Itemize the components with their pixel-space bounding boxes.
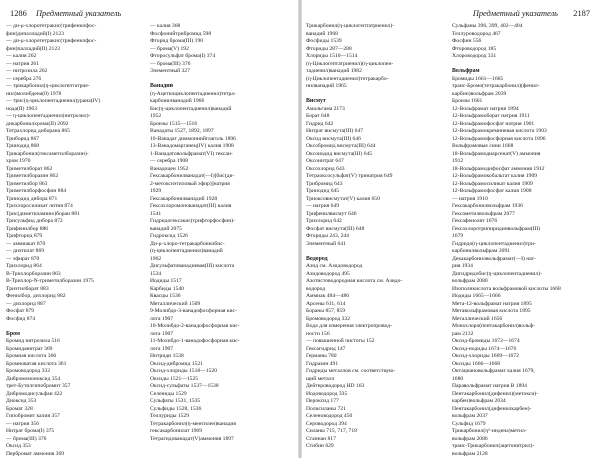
index-entry: Трииодид 868 — [6, 143, 40, 149]
right-index-column-2 — [452, 23, 598, 458]
index-entry: 1534 — [150, 270, 162, 277]
index-entry: Металлический 1509 — [150, 300, 201, 307]
index-entry: Гексахлоромонованадат(III) калия — [150, 203, 232, 209]
index-entry: водород — [306, 285, 326, 292]
index-entry: Бромат 328 — [6, 405, 33, 412]
index-entry: Гидрид 642 — [306, 120, 334, 127]
index-entry: Фториды 287—288 — [306, 45, 352, 52]
index-entry: Силаны 715, 717, 718 — [306, 428, 357, 434]
index-entry: лота 1907 — [150, 330, 174, 337]
index-entry: Селениды 1529 — [150, 390, 187, 397]
index-entry: — трикарбонил(η-циклогептатрие- — [6, 83, 90, 89]
index-entry: — нитрозила 262 — [6, 68, 48, 74]
index-entry: Дисульфатованадиевая(III) кислота — [150, 263, 235, 269]
index-entry: рам 2132 — [452, 330, 474, 337]
index-entry: В-Трихлор-N-триметилборазин 1975 — [6, 278, 94, 284]
index-section-heading: Висмут — [306, 98, 326, 104]
index-entry: Бромиданитрат 369 — [6, 345, 53, 352]
index-entry: Трибромид 643 — [306, 180, 343, 187]
index-entry: Диоксид 353 — [6, 398, 37, 404]
index-entry: Дибромомоноксид 354 — [6, 375, 61, 382]
left-index-column-2 — [150, 23, 290, 443]
index-entry: фин)палладий(II) 2123 — [6, 45, 60, 52]
index-entry: Пентакарбонил(дифенилкарбен)- — [452, 405, 532, 412]
index-section-heading: Вольфрам — [452, 68, 480, 74]
index-entry: — брома(III) 376 — [150, 60, 191, 67]
index-entry: Оксобромид висмута(III) 644 — [306, 143, 376, 149]
index-entry: (η-циклопентадиенил)ванадий — [150, 248, 223, 254]
index-entry: Фториды 243, 244 — [306, 233, 349, 239]
index-entry: Гидридо(η-циклопентадиенил)три- — [452, 240, 536, 247]
index-entry: — ди-μ-хлоротетракис(трифенилфос- — [6, 23, 97, 29]
index-entry: Трифенилвисмут 646 — [306, 210, 357, 217]
index-section-heading: Ванадий — [150, 83, 173, 89]
index-entry: Бромная кислота 366 — [6, 353, 57, 359]
index-entry: — повышенной чистоты 152 — [306, 338, 375, 344]
index-entry: Борат 648 — [306, 113, 330, 119]
index-entry: 12-Вольфрамокобальтат калия 1909 — [452, 173, 538, 179]
index-entry: — диэтилат 869 — [6, 248, 45, 254]
index-entry: нил)молибдена(0) 1978 — [6, 90, 62, 97]
book-gutter — [298, 0, 302, 458]
index-entry: гексакарбонилат 1969 — [150, 428, 203, 434]
index-entry: Гексагидрид 147 — [306, 345, 346, 352]
index-entry: Гидридогексакис(трифторфосфин)- — [150, 218, 236, 224]
index-entry: Оксид 353 — [6, 443, 31, 449]
index-entry: Гексахлоротрипиридинвольфрам(III) — [452, 225, 541, 232]
index-entry: Иодоводород 335 — [306, 390, 348, 397]
index-entry: карбин)вольфрам 2039 — [452, 90, 507, 97]
index-entry: Трисульфид дибора 872 — [6, 218, 63, 224]
right-page-number: 2187 — [573, 9, 590, 18]
index-entry: Бис(η-циклопентадиенил)ванадий — [150, 105, 232, 112]
index-entry: — натрия 649 — [306, 203, 339, 209]
index-entry: Азотистоводородная кислота см. Азидо- — [306, 278, 403, 284]
index-entry: нилванадий 1965 — [306, 83, 347, 89]
index-entry: Сульфиды 1528, 1536 — [150, 405, 202, 412]
index-entry: Фосфин 556 — [452, 38, 482, 44]
index-entry: Нитрат брома(I) 375 — [6, 428, 55, 434]
index-spacer — [306, 248, 444, 256]
index-entry: лота 1907 — [150, 345, 174, 352]
index-entry: 1912 — [452, 158, 464, 164]
index-entry: Аммиак 484—486 — [306, 293, 350, 299]
index-entry: Триоксовисмутат(V) калия 650 — [306, 195, 380, 202]
index-entry: — аммиакат 870 — [6, 240, 46, 247]
index-entry: Тетрахлорид диборана 865 — [6, 128, 70, 134]
index-entry: Бромид нитрозила 516 — [6, 338, 60, 344]
index-entry: Вода для измерения электропровод- — [306, 323, 392, 329]
index-entry: 12-Вольфрамат натрия 1894 — [452, 105, 519, 112]
index-entry: Амальгама 2173 — [306, 105, 345, 112]
index-entry: Паравольфрамат натрия В 1894 — [452, 383, 527, 389]
index-entry: — калия 368 — [150, 23, 181, 29]
index-entry: 1680 — [452, 375, 464, 382]
left-page-number: 1286 — [10, 9, 27, 18]
index-entry: 12-Вольфрамокремниевая кислота 1903 — [452, 128, 547, 134]
index-entry: Фосфид 874 — [6, 315, 36, 322]
index-entry: Октациановольфрамат калия 1679, — [452, 368, 535, 374]
index-entry: Гексакарбонилванадат(—I)[бис(ди- — [150, 173, 235, 179]
index-entry: хром 1970 — [6, 158, 31, 164]
index-entry: карбонилванадий 1966 — [150, 98, 205, 104]
left-page-header — [6, 8, 290, 20]
index-entry: В-Трихлорборазин 863 — [6, 270, 61, 277]
index-entry: Нитридн 1538 — [150, 353, 184, 359]
index-entry: вольфрам 2080 — [452, 278, 488, 284]
index-entry: Гексаметилвольфрам 2077 — [452, 210, 515, 217]
index-entry: — натрия 1910 — [452, 195, 488, 202]
index-entry: — калия 262 — [6, 53, 37, 59]
index-entry: Вольфрамовые сини 1668 — [452, 143, 514, 149]
index-entry: вольфрам 2128 — [452, 450, 488, 457]
index-entry: (η-Ацетилциклопентадиенил)тетра- — [150, 90, 236, 97]
index-entry: Квасцы 1536 — [150, 293, 181, 299]
index-entry: Ди-μ-хлоро-тетракарбонилбис- — [150, 240, 225, 247]
index-entry: Фосфат висмута(III) 648 — [306, 225, 365, 232]
index-entry: Оксид-хлориды 1669—1672 — [452, 353, 519, 359]
index-entry: 1541 — [150, 210, 162, 217]
index-entry: Фтороводород 185 — [452, 45, 497, 52]
index-entry: ванадий 1968 — [306, 30, 338, 37]
index-entry: 1929 — [150, 188, 162, 194]
index-entry: трет-Бутилгипобромит 357 — [6, 383, 71, 389]
left-page — [0, 0, 296, 458]
index-entry: 12-Вольфрамофосфорная кислота 1896 — [452, 135, 546, 142]
index-spacer — [452, 61, 598, 69]
index-entry: Триметилборат 862 — [6, 165, 53, 172]
index-entry: 11-Молибдо-1-ванадофосфорная кис- — [150, 338, 240, 344]
index-entry: 12-Вольфрамоборат натрия 1911 — [452, 113, 530, 119]
index-entry: Полисиланы 721 — [306, 405, 346, 412]
index-entry: Бронзы 1515—1516 — [150, 120, 198, 127]
index-entry: Тетракарбонил(η-ментилен)ванадия — [150, 420, 236, 427]
index-entry: 10-Молибдо-2-ванадофосфорная кис- — [150, 323, 240, 329]
index-entry: Гидриды металлов см. соответствую- — [306, 368, 396, 374]
index-entry: Ванадаты 1527, 1892, 1897 — [150, 128, 214, 134]
index-entry: Фенилбор, дихлорид 882 — [6, 293, 66, 299]
index-entry: — эфират 870 — [6, 255, 40, 262]
index-entry: Декакарбонилвольфрамат(—I) нат- — [452, 255, 536, 262]
index-entry: 12-Вольфрамофосфат калия 1908 — [452, 188, 532, 194]
index-entry: (η-Циклопентадиенил)тетракарбо- — [306, 75, 389, 82]
index-entry: Триборид 867 — [6, 135, 40, 142]
left-running-head: Предметный указатель — [36, 9, 122, 18]
index-entry: Фторосульфат брома(I) 374 — [150, 53, 216, 59]
index-entry: Карбиды 1540 — [150, 285, 184, 292]
index-entry: Оксид-бромиды 1672—1674 — [452, 338, 520, 344]
index-entry: Оксонитрат 647 — [306, 158, 344, 164]
index-entry: Элементный 327 — [150, 68, 190, 74]
index-entry: — трис(η-циклопентадиенил)урана(IV) — [6, 98, 101, 104]
index-entry: — дихлорид 887 — [6, 300, 46, 307]
index-entry: иода(II) 1963 — [6, 105, 37, 112]
index-entry: карбонилвольфрам 2091 — [452, 248, 511, 254]
index-entry: Бораны 857, 859 — [306, 308, 346, 314]
index-entry: ванадий 2075 — [150, 225, 182, 232]
index-spacer — [6, 323, 140, 331]
index-entry: Арсены 611, 614 — [306, 300, 346, 307]
index-entry: ности 156 — [306, 330, 330, 337]
left-index-column-1 — [6, 23, 140, 458]
right-page — [304, 0, 600, 458]
index-spacer — [150, 76, 290, 84]
index-entry: — серебра 276 — [6, 75, 42, 82]
index-entry: лота 1907 — [150, 315, 174, 322]
index-entry: Теллуриды 1529 — [150, 413, 190, 419]
index-entry: Стибин 629 — [306, 443, 334, 449]
index-entry: Трикарбонил(η⁶-индена)метил- — [452, 428, 527, 434]
index-section-heading: Водород — [306, 255, 328, 262]
index-entry: Бромоводород 332 — [6, 368, 50, 374]
index-entry: Нитрат висмута(III) 647 — [306, 128, 364, 134]
index-entry: Иодиды 1517 — [150, 278, 182, 284]
index-entry: Элементный 641 — [306, 240, 346, 247]
index-entry: (η-Циклогептатриенил)(η-циклопен- — [306, 60, 394, 67]
index-entry: Гипобромит калия 357 — [6, 413, 60, 419]
index-entry: Фторид брома(III) 190 — [150, 38, 204, 44]
index-entry: Гидразин 491 — [306, 360, 339, 367]
index-entry: — брома(V) 192 — [150, 45, 189, 52]
index-entry: фин)дипалладий(I) 2123 — [6, 30, 64, 37]
index-entry: 10-Ванадат диммоннийглаголь 1896 — [150, 135, 236, 142]
index-entry: Азид см. Азидоводород — [306, 263, 363, 269]
index-entry: Трифторид 879 — [6, 233, 43, 239]
index-entry: Селеноводород 450 — [306, 413, 353, 419]
index-entry: Трикарбонил(η-циклогептатриенил)- — [306, 23, 395, 29]
index-entry: Дигидридобис(η-циклопентадиенил)- — [452, 270, 542, 277]
index-entry: Трихлоросиликат лития 874 — [6, 203, 73, 209]
index-entry: Тетраоксосульфат(V) тринатрия 649 — [306, 173, 393, 179]
index-entry: Германы 780 — [306, 353, 337, 359]
index-entry: 9-Молибдо-3-ванадофосфорная кис- — [150, 308, 237, 314]
index-entry: транс-Бромо(тетракарбонил)(фенил- — [452, 83, 540, 89]
index-entry: — η-циклопентадиенил(нитрозил)- — [6, 113, 91, 119]
index-entry: Триметилборфосфин 884 — [6, 188, 67, 194]
index-entry: — натрия 261 — [6, 60, 39, 67]
index-entry: Оксид-иодиды 1674—1676 — [452, 345, 517, 352]
index-entry: Оксиды 1521—1525 — [150, 375, 199, 382]
index-entry: Изополикислота вольфрамовой кислоты 1668 — [452, 285, 561, 292]
right-running-head: Предметный указатель — [472, 9, 558, 18]
index-entry: Бромноватая кислота 361 — [6, 360, 67, 367]
index-entry: Оксоиодид висмута(III) 645 — [306, 150, 373, 157]
index-entry: транс-Трикарбонил(ацетонитрил)- — [452, 443, 535, 449]
index-entry: 2-метоксиэтиловый эфир)]натрия — [150, 180, 230, 187]
index-entry: Гексакарбонилвольфрам 1936 — [452, 203, 523, 209]
index-entry: 13-Ванадомарганец(IV) калия 1908 — [150, 143, 234, 149]
index-entry: Теллуроводород 467 — [452, 30, 501, 37]
index-entry: Хлороводород 331 — [452, 53, 497, 59]
index-entry: дикарбонилхрома(II) 2092 — [6, 120, 69, 127]
index-entry: Трифенилбор 886 — [6, 225, 49, 232]
index-section-heading: Бром — [6, 330, 21, 337]
right-page-header — [310, 8, 594, 20]
index-entry: Фосфиды 1539 — [306, 38, 342, 44]
index-entry: — брома(III) 376 — [6, 435, 47, 442]
index-entry: Хлориды 1510—1514 — [306, 53, 358, 59]
index-entry: Гексакарбонилванадий 1928 — [150, 195, 218, 202]
index-entry: Триметилборазин 862 — [6, 173, 59, 179]
index-entry: рия 1934 — [452, 263, 473, 269]
index-entry: Фосфат 879 — [6, 308, 35, 314]
index-entry: Дейтероводород HD 163 — [306, 383, 365, 389]
index-entry: 1679 — [452, 233, 464, 239]
index-entry: Трихлорид 642 — [306, 218, 342, 224]
index-entry: — серебра 1908 — [150, 158, 189, 164]
index-entry: Пероксид 177 — [306, 398, 339, 404]
index-entry: Сульфид 1679 — [452, 420, 486, 427]
index-entry: Трииодид дибора 871 — [6, 195, 58, 202]
index-entry: Триметилбор 863 — [6, 180, 48, 187]
index-entry: Ванадоцен 1952 — [150, 165, 189, 172]
index-entry: Оксохлорид 643 — [306, 165, 345, 172]
right-index-column-1 — [306, 23, 444, 451]
index-entry: 18-Вольфрамодифосфат аммония 1912 — [452, 165, 545, 172]
index-entry: Гексафенолят 1676 — [452, 218, 498, 224]
index-entry: Иодиды 1665—1666 — [452, 293, 501, 299]
index-entry: 18-Вольфрамодиарсенат(V) аммония — [452, 150, 541, 157]
index-entry: 12-Вольфрамосиликат калия 1909 — [452, 180, 533, 187]
index-entry: тадиенил)ванадий 1982 — [306, 68, 362, 74]
index-entry: Трииодид 645 — [306, 188, 340, 194]
index-entry: Дибромодисульфан 422 — [6, 390, 63, 397]
index-entry: — натрия 356 — [6, 420, 39, 427]
index-entry: Оксид-хлориды 1518—1520 — [150, 368, 217, 374]
index-entry: Гидроксид 1526 — [150, 233, 188, 239]
index-entry: Мета-12-вольфрамат натрия 1895 — [452, 300, 532, 307]
index-entry: Оксид-сульфаты 1537—1538 — [150, 383, 219, 389]
index-entry: Оксид висмута(III) 646 — [306, 135, 361, 142]
index-entry: Трикарбонил(гексаметилборазин)- — [6, 150, 89, 157]
index-entry: Сульфаты 1531, 1535 — [150, 398, 201, 404]
index-entry: — ди-μ-хлоротетракис(трифенилфос- — [6, 38, 97, 44]
index-entry: 12-Вольфрамофосфат натрия 1901 — [452, 120, 535, 127]
index-entry: вольфрам 2037 — [452, 413, 488, 419]
index-entry: Пербромат аммония 369 — [6, 450, 65, 457]
index-entry: Сульфаны 396, 399, 402—404 — [452, 23, 523, 29]
index-entry: Оксид-дибромид 1521 — [150, 360, 203, 367]
index-entry: Триэтилборат 883 — [6, 285, 49, 292]
index-entry: вольфрам 2086 — [452, 435, 488, 442]
index-entry: Фосфонийтрибромид 598 — [150, 30, 212, 37]
index-entry: щий металл — [306, 375, 335, 382]
index-entry: Пентакарбонил(дифенил)(метокси)- — [452, 390, 539, 397]
index-entry: Трихлорид 864 — [6, 263, 42, 269]
index-entry: 1962 — [150, 255, 162, 262]
index-spacer — [306, 91, 444, 99]
index-entry: Метавольфрамовая кислота 1895 — [452, 308, 531, 314]
index-entry: Бронзы 1661 — [452, 98, 483, 104]
index-entry: Тетрагидованадат(V)аммония 1897 — [150, 435, 234, 442]
index-entry: Бромоводород 332 — [306, 315, 350, 322]
index-entry: Станнан 817 — [306, 435, 336, 442]
index-entry: карбен)вольфрам 2034 — [452, 398, 506, 404]
index-entry: Монохлоро(пентакарбонил)вольф- — [452, 323, 535, 329]
index-entry: Азидоводород 495 — [306, 270, 350, 277]
index-entry: Металлический 1656 — [452, 315, 503, 322]
index-entry: Оксиды 1666—1668 — [452, 360, 501, 367]
index-entry: Бромиды 1661—1665 — [452, 75, 504, 82]
index-entry: 1952 — [150, 113, 162, 119]
index-entry: 1-Ванадатовольфрамат(VI) гексан- — [150, 150, 233, 157]
index-entry: Сероводород 394 — [306, 420, 347, 427]
index-entry: Трис(диметиламино)боран 881 — [6, 210, 80, 217]
